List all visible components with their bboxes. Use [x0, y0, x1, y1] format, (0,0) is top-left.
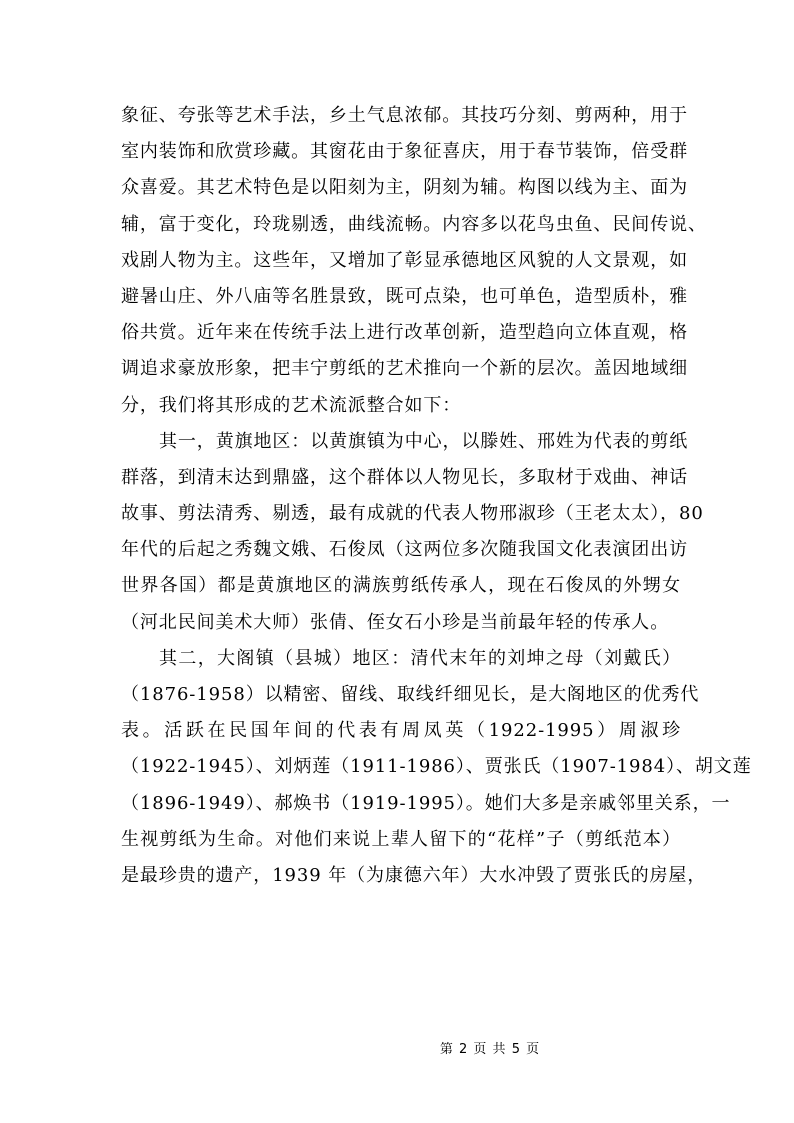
paragraph: [121, 98, 707, 424]
text-line: 调追求豪放形象，把丰宁剪纸的艺术推向一个新的层次。盖因地域细: [121, 358, 688, 380]
text-line: （1896-1949）、郝焕书（1919-1995）。她们大多是亲戚邻里关系，一: [121, 792, 731, 814]
text-line: 群落，到清末达到鼎盛，这个群体以人物见长，多取材于戏曲、神话: [121, 466, 688, 488]
text-line: 其一，黄旗地区：以黄旗镇为中心，以滕姓、邢姓为代表的剪纸: [159, 430, 689, 452]
text-line: （1876-1958）以精密、留线、取线纤细见长，是大阁地区的优秀代: [121, 684, 700, 705]
text-line: 年代的后起之秀魏文娥、石俊凤（这两位多次随我国文化表演团出访: [121, 539, 688, 561]
text-line: 众喜爱。其艺术特色是以阳刻为主，阴刻为辅。构图以线为主、面为: [121, 177, 688, 199]
body-text: [121, 98, 752, 894]
text-line: 其二，大阁镇（县城）地区：清代末年的刘坤之母（刘戴氏）: [159, 647, 681, 669]
text-line: 俗共赏。近年来在传统手法上进行改革创新，造型趋向立体直观，格: [121, 322, 688, 344]
text-line: （1922-1945）、刘炳莲（1911-1986）、贾张氏（1907-1984）、胡文莲: [121, 756, 752, 778]
text-line: 是最珍贵的遗产，1939 年（为康德六年）大水冲毁了贾张氏的房屋，: [121, 864, 707, 886]
text-line: 故事、剪法清秀、剔透，最有成就的代表人物邢淑珍（王老太太），80: [121, 503, 704, 525]
text-line: （河北民间美术大师）张倩、侄女石小珍是当前最年轻的传承人。: [121, 611, 670, 633]
text-line: 表。活跃在民国年间的代表有周凤英（1922-1995）周淑珍: [121, 720, 681, 742]
text-line: 分，我们将其形成的艺术流派整合如下：: [121, 394, 462, 416]
page-footer: [0, 1038, 794, 1057]
text-line: 辅，富于变化，玲珑剔透，曲线流畅。内容多以花鸟虫鱼、民间传说、: [121, 213, 707, 235]
page-number: 第 2 页 共 5 页: [439, 1042, 541, 1057]
text-line: 避暑山庄、外八庙等名胜景致，既可点染，也可单色，造型质朴，雅: [121, 285, 688, 307]
text-line: 世界各国）都是黄旗地区的满族剪纸传承人，现在石俊凤的外甥女: [121, 575, 681, 597]
text-line: 戏剧人物为主。这些年，又增加了彰显承德地区风貌的人文景观，如: [121, 249, 688, 271]
text-line: 生视剪纸为生命。对他们来说上辈人留下的“花样”子（剪纸范本）: [121, 828, 681, 850]
text-line: 象征、夸张等艺术手法，乡土气息浓郁。其技巧分刻、剪两种，用于: [121, 105, 688, 126]
paragraph: [121, 641, 752, 894]
paragraph: [121, 424, 704, 641]
text-line: 室内装饰和欣赏珍藏。其窗花由于象征喜庆，用于春节装饰，倍受群: [121, 141, 688, 163]
